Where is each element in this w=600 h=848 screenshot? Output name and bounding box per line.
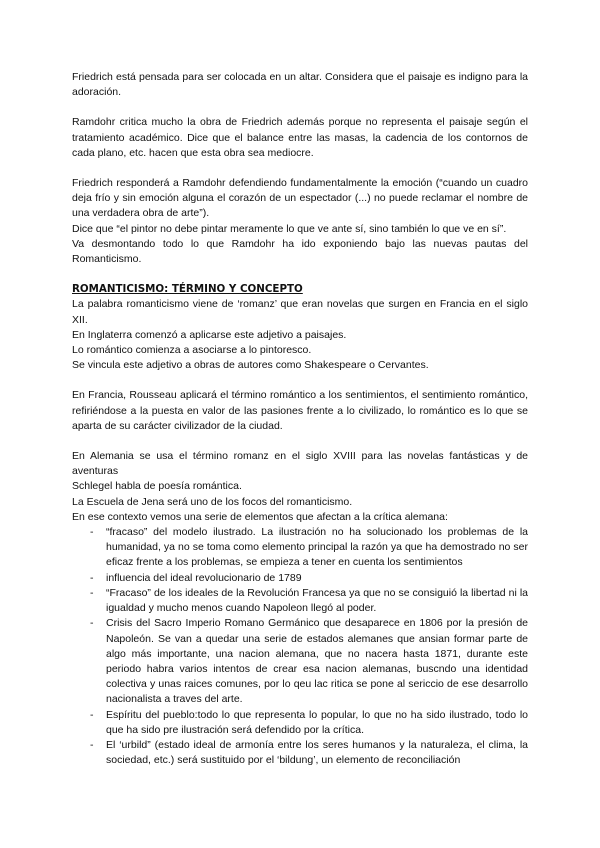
line-romanz-origin: La palabra romanticismo viene de ‘romanz’ que eran novelas que surgen en Francia en el siglo XII.	[72, 298, 528, 326]
list-item: - influencia del ideal revolucionario de 1789	[106, 571, 528, 586]
list-item: - El ‘urbild” (estado ideal de armonía entre los seres humanos y la naturaleza, el clima, la sociedad, etc.) será sustituido por el ‘bildung’, un elemento de reconciliación	[106, 738, 528, 768]
line-authors: Se vincula este adjetivo a obras de autores como Shakespeare o Cervantes.	[72, 359, 429, 372]
line-context: En ese contexto vemos una serie de elementos que afectan a la crítica alemana:	[72, 510, 448, 523]
paragraph-friedrich-response: Friedrich responderá a Ramdohr defendiendo fundamentalmente la emoción (“cuando un cuadro deja frío y sin emoción alguna el corazón de un espectador (...) no puede reclamar el nombre de una verdadera obra de arte”).	[72, 177, 528, 220]
paragraph-painter-quote: Dice que “el pintor no debe pintar meramente lo que ve ante sí, sino también lo que ve en sí”.	[72, 222, 507, 235]
paragraph-ramdohr-critique: Ramdohr critica mucho la obra de Friedrich además porque no representa el paisaje según el tratamiento académico. Dice que el balance entre las masas, la cadencia de los contornos de cada plano, etc. hacen que esta obra sea mediocre.	[72, 116, 528, 159]
line-jena: La Escuela de Jena será uno de los focos del romanticismo.	[72, 495, 353, 508]
paragraph-friedrich-altar: Friedrich está pensada para ser colocada en un altar. Considera que el paisaje es indigno para la adoración.	[72, 71, 528, 99]
list-item: - Crisis del Sacro Imperio Romano Germánico que desaparece en 1806 por la presión de Napoleón. Se van a quedar una serie de estados alemanes que ansian formar parte de algo más importante, una nacion alemana, que no nacera hasta 1871, durante este periodo habra varios intentos de crear esa nacion alemanas, buscndo una identidad colectiva y unas raices comunes, por lo qeu lac ritica se pone al sericcio de ese desarrollo nacionalista a traves del arte.	[106, 616, 528, 707]
section-heading: ROMANTICISMO: TÉRMINO Y CONCEPTO	[72, 283, 303, 296]
line-schlegel: Schlegel habla de poesía romántica.	[72, 480, 242, 493]
list-item: - Espíritu del pueblo:todo lo que representa lo popular, lo que no ha sido ilustrado, todo lo que ha sido pre ilustración será defendido por la crítica.	[106, 708, 528, 738]
paragraph-romanticism-patterns: Va desmontando todo lo que Ramdohr ha ido exponiendo bajo las nuevas pautas del Romanticismo.	[72, 237, 528, 266]
line-england: En Inglaterra comenzó a aplicarse este adjetivo a paisajes.	[72, 328, 347, 341]
list-item: - “fracaso” del modelo ilustrado. La ilustración no ha solucionado los problemas de la humanidad, ya no se toma como elemento principal la razón ya que ha demostrado no ser eficaz frente a los problemas, se empieza a tener en cuenta los sentimientos	[106, 525, 528, 571]
list-item: - “Fracaso” de los ideales de la Revolución Francesa ya que no se consiguió la libertad ni la igualdad y mucho menos cuando Napoleon llegó al poder.	[106, 586, 528, 616]
line-picturesque: Lo romántico comienza a asociarse a lo pintoresco.	[72, 344, 312, 357]
line-germany: En Alemania se usa el término romanz en el siglo XVIII para las novelas fantásticas y de aventuras	[72, 450, 528, 478]
elements-list	[72, 525, 528, 768]
paragraph-france: En Francia, Rousseau aplicará el término romántico a los sentimientos, el sentimiento romántico, refiriéndose a la puesta en valor de las pasiones frente a lo civilizado, lo romántico es lo que se aparta de su carácter civilizador de la ciudad.	[72, 389, 528, 432]
